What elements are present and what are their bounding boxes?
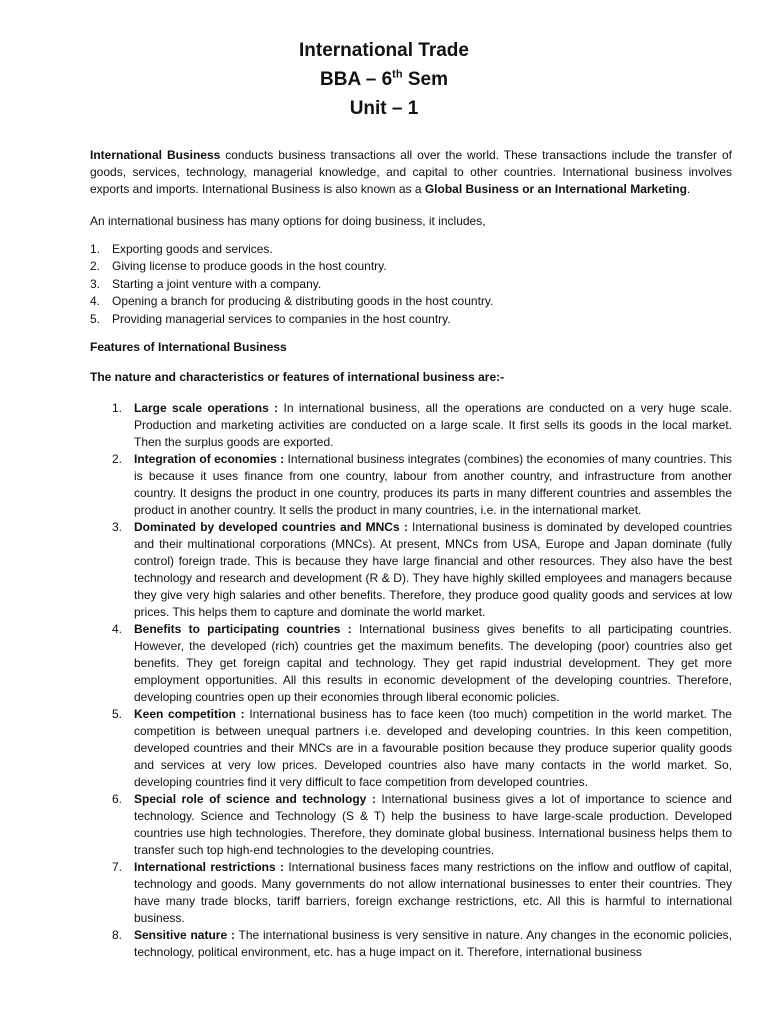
feature-item bbox=[112, 859, 732, 927]
feature-body bbox=[134, 451, 732, 519]
feature-title: Dominated by developed countries and MNCs : bbox=[134, 520, 408, 535]
feature-title: Special role of science and technology : bbox=[134, 792, 376, 807]
feature-item bbox=[112, 400, 732, 451]
list-item bbox=[90, 276, 732, 293]
feature-number: 6. bbox=[112, 792, 123, 807]
feature-number: 7. bbox=[112, 860, 123, 875]
feature-item bbox=[112, 791, 732, 859]
feature-item bbox=[112, 706, 732, 791]
list-item-text: Opening a branch for producing & distributing goods in the host country. bbox=[112, 294, 494, 309]
feature-text: International business integrates (combines) the economies of many countries. This is because it uses finance from one country, labour from another country, and infrastructure from another country. It designs the product in one country, produces its parts in many different countries and assembles the product in another country. It sells the product in many countries, i.e. in the international market. bbox=[134, 452, 733, 518]
list-item bbox=[90, 258, 732, 275]
features-list bbox=[112, 400, 732, 961]
title-program-suffix: Sem bbox=[402, 69, 448, 90]
list-item-text: Exporting goods and services. bbox=[112, 242, 273, 256]
list-item-number: 1. bbox=[90, 242, 101, 256]
feature-title: Keen competition : bbox=[134, 707, 245, 722]
intro-text: conducts business transactions all over the world. These transactions include the transfer of goods, services, technology, managerial knowledge, and capital to other countries. International business involves exports and imports. International Business is also known as a bbox=[90, 148, 732, 196]
feature-number: 4. bbox=[112, 622, 123, 637]
feature-text: International business gives a lot of importance to science and technology. Science and Technology (S & T) help the business to have large-scale production. Developed countries use high technologies. Therefore, they dominate global business. International business helps them to transfer such top high-end technologies to the developing countries. bbox=[134, 792, 732, 858]
feature-number: 3. bbox=[112, 520, 123, 535]
feature-item bbox=[112, 621, 732, 706]
feature-text: In international business, all the operations are conducted on a very huge scale. Production and marketing activities are conducted on a large scale. It first sells its goods in the local market. Then the surplus goods are exported. bbox=[134, 401, 733, 450]
features-heading: Features of International Business bbox=[90, 340, 287, 355]
feature-body bbox=[134, 791, 732, 859]
feature-title: Benefits to participating countries : bbox=[134, 622, 352, 637]
list-item bbox=[90, 241, 732, 258]
feature-item bbox=[112, 519, 732, 621]
feature-number: 5. bbox=[112, 707, 123, 722]
nature-heading: The nature and characteristics or features of international business are:- bbox=[90, 370, 505, 385]
feature-body bbox=[134, 706, 732, 791]
list-item-number: 3. bbox=[90, 276, 101, 291]
feature-text: International business is dominated by developed countries and their multinational corporations (MNCs). At present, MNCs from USA, Europe and Japan dominate (fully control) foreign trade. This is because they have large financial and other resources. They also have the best technology and research and development (R & D). They have highly skilled employees and managers because they give very high salaries and other benefits. Therefore, they produce good quality goods and services at low prices. This helps them to capture and dominate the world market. bbox=[134, 520, 732, 620]
feature-body bbox=[134, 859, 732, 927]
feature-body bbox=[134, 621, 732, 706]
list-item bbox=[90, 293, 732, 310]
feature-item bbox=[112, 451, 732, 519]
title-program-prefix: BBA – 6 bbox=[320, 69, 393, 90]
feature-title: Sensitive nature : bbox=[134, 928, 235, 943]
feature-item bbox=[112, 927, 732, 961]
feature-title: Integration of economies : bbox=[134, 452, 285, 467]
feature-text: International business faces many restrictions on the inflow and outflow of capital, technology and goods. Many governments do not allow international businesses to enter their countries. They have many trade blocks, tariff barriers, foreign exchange restrictions, etc. All this is harmful to international business. bbox=[134, 860, 732, 926]
list-item-number: 4. bbox=[90, 294, 101, 309]
options-paragraph: An international business has many options for doing business, it includes, bbox=[90, 214, 486, 228]
list-item-number: 2. bbox=[90, 259, 101, 274]
title-unit: Unit – 1 bbox=[349, 98, 419, 119]
intro-paragraph bbox=[90, 147, 732, 198]
list-item-text: Giving license to produce goods in the host country. bbox=[112, 259, 387, 274]
feature-text: International business has to face keen (too much) competition in the world market. The competition is between unequal partners i.e. developed and developing countries. In this keen competition, developed countries and their MNCs are in a favourable position because they produce superior quality goods and services at very low prices. Developed countries also have many contacts in the world market. So, developing countries find it very difficult to face competition from developed countries. bbox=[134, 707, 732, 790]
options-list bbox=[90, 241, 732, 328]
feature-number: 1. bbox=[112, 401, 123, 416]
feature-body bbox=[134, 400, 732, 451]
feature-text: The international business is very sensitive in nature. Any changes in the economic policies, technology, political environment, etc. has a huge impact on it. Therefore, international business bbox=[134, 928, 732, 960]
feature-body bbox=[134, 927, 732, 961]
title-program bbox=[36, 65, 732, 94]
feature-text: International business gives benefits to all participating countries. However, the developed (rich) countries get the maximum benefits. The developing (poor) countries also get benefits. They get foreign capital and technology. They get rapid industrial development. They get more employment opportunities. All this results in economic development of the developing countries. Therefore, developing countries open up their economies through liberal economic policies. bbox=[134, 622, 732, 705]
list-item-number: 5. bbox=[90, 311, 101, 326]
feature-body bbox=[134, 519, 732, 621]
list-item-text: Providing managerial services to companies in the host country. bbox=[112, 311, 451, 326]
list-item bbox=[90, 311, 732, 328]
feature-title: International restrictions : bbox=[134, 860, 284, 875]
feature-number: 2. bbox=[112, 452, 123, 467]
title-program-sup: th bbox=[392, 68, 403, 81]
feature-title: Large scale operations : bbox=[134, 401, 279, 416]
title-block bbox=[36, 36, 732, 123]
feature-number: 8. bbox=[112, 928, 123, 943]
intro-end: . bbox=[686, 182, 691, 196]
intro-bold-end: Global Business or an International Marketing bbox=[424, 182, 687, 196]
title-course: International Trade bbox=[299, 40, 469, 61]
list-item-text: Starting a joint venture with a company. bbox=[112, 276, 322, 291]
intro-bold-start: International Business bbox=[90, 148, 221, 162]
